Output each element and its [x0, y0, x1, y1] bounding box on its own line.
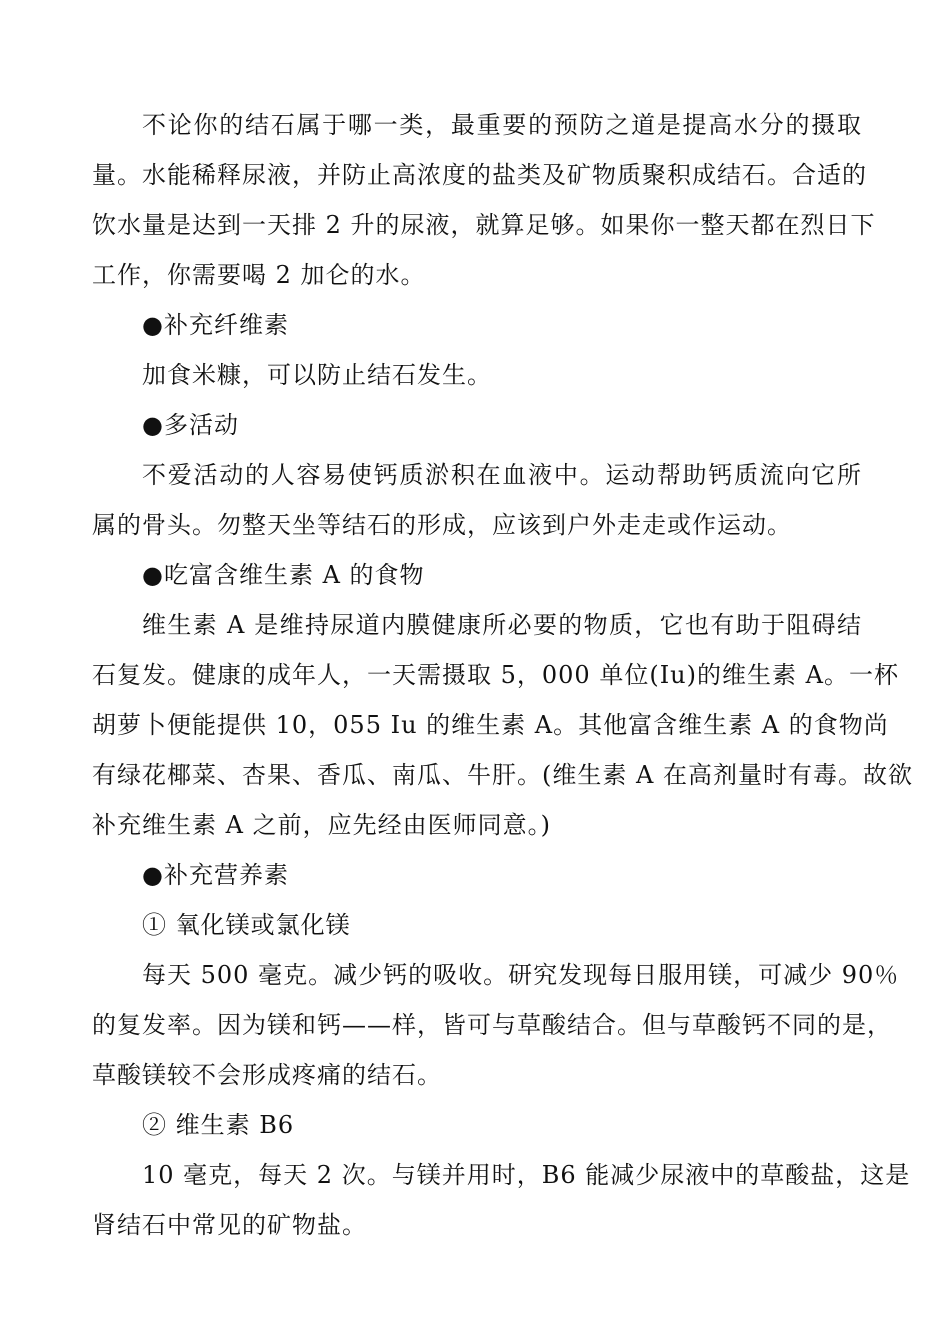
- paragraph-line: 量。水能稀释尿液，并防止高浓度的盐类及矿物质聚积成结石。合适的: [92, 161, 867, 189]
- paragraph-line: 补充维生素 A 之前，应先经由医师同意。): [92, 811, 551, 839]
- paragraph-line: 每天 500 毫克。减少钙的吸收。研究发现每日服用镁，可减少 90％: [142, 961, 900, 989]
- paragraph-line: 加食米糠，可以防止结石发生。: [142, 361, 492, 389]
- paragraph-line: 不论你的结石属于哪一类，最重要的预防之道是提高水分的摄取: [142, 111, 862, 139]
- paragraph-line: 草酸镁较不会形成疼痛的结石。: [92, 1061, 442, 1089]
- paragraph-line: 肾结石中常见的矿物盐。: [92, 1211, 367, 1239]
- paragraph-line: 工作，你需要喝 2 加仑的水。: [92, 261, 426, 289]
- section-heading: ●补充纤维素: [142, 311, 289, 339]
- paragraph-line: 属的骨头。勿整天坐等结石的形成，应该到户外走走或作运动。: [92, 511, 792, 539]
- paragraph-line: 10 毫克，每天 2 次。与镁并用时，B6 能减少尿液中的草酸盐，这是: [142, 1161, 911, 1189]
- paragraph-line: 饮水量是达到一天排 2 升的尿液，就算足够。如果你一整天都在烈日下: [92, 211, 876, 239]
- paragraph-line: 胡萝卜便能提供 10，055 Iu 的维生素 A。其他富含维生素 A 的食物尚: [92, 711, 889, 739]
- paragraph-line: 不爱活动的人容易使钙质淤积在血液中。运动帮助钙质流向它所: [142, 461, 862, 489]
- paragraph-line: 有绿花椰菜、杏果、香瓜、南瓜、牛肝。(维生素 A 在高剂量时有毒。故欲: [92, 761, 913, 789]
- paragraph-line: 的复发率。因为镁和钙——样，皆可与草酸结合。但与草酸钙不同的是，: [92, 1011, 892, 1039]
- subsection-heading: ② 维生素 B6: [142, 1111, 295, 1139]
- paragraph-line: 维生素 A 是维持尿道内膜健康所必要的物质，它也有助于阻碍结: [142, 611, 862, 639]
- section-heading: ●补充营养素: [142, 861, 289, 889]
- section-heading: ●吃富含维生素 A 的食物: [142, 561, 425, 589]
- subsection-heading: ① 氧化镁或氯化镁: [142, 911, 351, 939]
- paragraph-line: 石复发。健康的成年人，一天需摄取 5，000 单位(Iu)的维生素 A。一杯: [92, 661, 899, 689]
- section-heading: ●多活动: [142, 411, 239, 439]
